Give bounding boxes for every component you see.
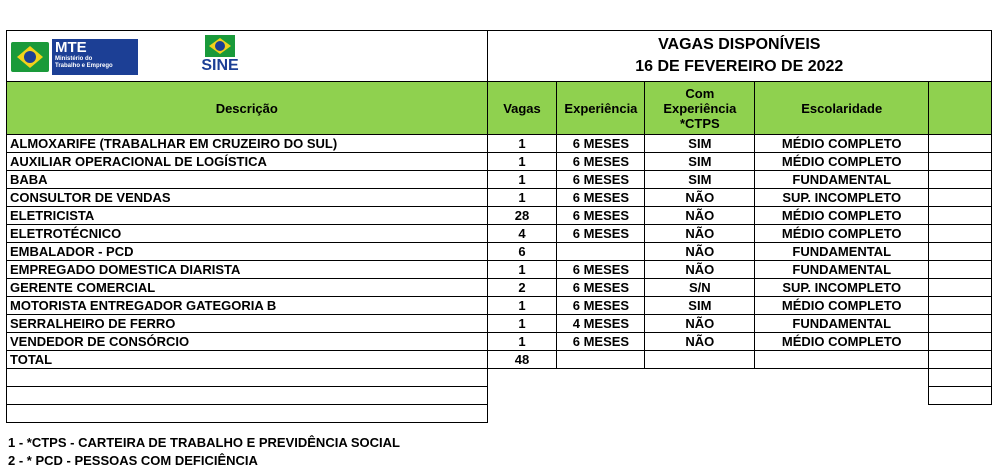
vacancy-sheet — [6, 30, 992, 423]
cell-escolaridade: FUNDAMENTAL — [755, 315, 929, 333]
table-row — [7, 189, 992, 207]
table-row — [7, 207, 992, 225]
mte-logo — [11, 37, 139, 77]
col-vagas: Vagas — [487, 82, 557, 135]
cell-vagas: 1 — [487, 261, 557, 279]
cell-ctps: SIM — [645, 153, 755, 171]
cell-escolaridade: MÉDIO COMPLETO — [755, 207, 929, 225]
cell-vagas: 1 — [487, 153, 557, 171]
cell-descricao: ALMOXARIFE (TRABALHAR EM CRUZEIRO DO SUL) — [7, 135, 488, 153]
page-title: VAGAS DISPONÍVEIS — [658, 36, 821, 53]
cell-ctps: SIM — [645, 171, 755, 189]
cell-experiencia — [557, 243, 645, 261]
cell-vagas: 6 — [487, 243, 557, 261]
cell-descricao: MOTORISTA ENTREGADOR GATEGORIA B — [7, 297, 488, 315]
sine-name: SINE — [201, 57, 239, 74]
cell-vagas: 1 — [487, 297, 557, 315]
cell-escolaridade: MÉDIO COMPLETO — [755, 297, 929, 315]
brazil-flag-icon — [11, 42, 49, 72]
mte-subtitle-2: Trabalho e Emprego — [55, 63, 113, 69]
cell-escolaridade: MÉDIO COMPLETO — [755, 333, 929, 351]
total-value: 48 — [487, 351, 557, 369]
cell-ctps: NÃO — [645, 207, 755, 225]
table-row — [7, 333, 992, 351]
cell-experiencia: 6 MESES — [557, 189, 645, 207]
cell-vagas: 1 — [487, 315, 557, 333]
cell-escolaridade: MÉDIO COMPLETO — [755, 135, 929, 153]
cell-descricao: EMBALADOR - PCD — [7, 243, 488, 261]
cell-empty — [929, 333, 992, 351]
title-cell — [487, 31, 991, 82]
cell-ctps: NÃO — [645, 243, 755, 261]
cell-experiencia: 6 MESES — [557, 333, 645, 351]
col-descricao: Descrição — [7, 82, 488, 135]
cell-escolaridade: FUNDAMENTAL — [755, 243, 929, 261]
cell-experiencia: 6 MESES — [557, 261, 645, 279]
sine-logo — [195, 35, 245, 79]
cell-experiencia: 4 MESES — [557, 315, 645, 333]
cell-descricao: EMPREGADO DOMESTICA DIARISTA — [7, 261, 488, 279]
footnotes — [8, 434, 400, 470]
cell-ctps: SIM — [645, 297, 755, 315]
blank-row — [7, 405, 992, 423]
cell-ctps: S/N — [645, 279, 755, 297]
cell-experiencia: 6 MESES — [557, 207, 645, 225]
cell-empty — [929, 279, 992, 297]
cell-experiencia: 6 MESES — [557, 153, 645, 171]
col-escolaridade: Escolaridade — [755, 82, 929, 135]
cell-experiencia: 6 MESES — [557, 279, 645, 297]
cell-experiencia: 6 MESES — [557, 225, 645, 243]
cell-vagas: 1 — [487, 135, 557, 153]
cell-vagas: 1 — [487, 333, 557, 351]
col-empty — [929, 82, 992, 135]
col-ctps-line-2: Experiência — [663, 100, 737, 116]
header-row — [7, 82, 992, 135]
cell-experiencia: 6 MESES — [557, 135, 645, 153]
cell-empty — [929, 207, 992, 225]
cell-ctps: NÃO — [645, 189, 755, 207]
cell-empty — [929, 189, 992, 207]
cell-empty — [929, 261, 992, 279]
cell-ctps: SIM — [645, 135, 755, 153]
col-ctps — [645, 82, 755, 135]
cell-escolaridade: SUP. INCOMPLETO — [755, 279, 929, 297]
cell-vagas: 2 — [487, 279, 557, 297]
total-label: TOTAL — [7, 351, 488, 369]
col-experiencia: Experiência — [557, 82, 645, 135]
table-row — [7, 225, 992, 243]
cell-empty — [929, 153, 992, 171]
logo-area — [7, 31, 488, 82]
cell-descricao: BABA — [7, 171, 488, 189]
table-row — [7, 153, 992, 171]
blank-row — [7, 387, 992, 405]
table-row — [7, 315, 992, 333]
footnote-ctps: 1 - *CTPS - CARTEIRA DE TRABALHO E PREVIDÊNCIA SOCIAL — [8, 435, 400, 450]
footnote-pcd: 2 - * PCD - PESSOAS COM DEFICIÊNCIA — [8, 453, 258, 468]
total-row — [7, 351, 992, 369]
cell-descricao: VENDEDOR DE CONSÓRCIO — [7, 333, 488, 351]
cell-empty — [929, 315, 992, 333]
cell-descricao: AUXILIAR OPERACIONAL DE LOGÍSTICA — [7, 153, 488, 171]
table-row — [7, 243, 992, 261]
cell-ctps: NÃO — [645, 333, 755, 351]
page-date: 16 DE FEVEREIRO DE 2022 — [635, 58, 844, 75]
vacancy-table — [6, 30, 992, 423]
cell-descricao: GERENTE COMERCIAL — [7, 279, 488, 297]
sine-flag-icon — [205, 35, 235, 57]
cell-escolaridade: MÉDIO COMPLETO — [755, 225, 929, 243]
cell-descricao: CONSULTOR DE VENDAS — [7, 189, 488, 207]
mte-name: MTE — [55, 39, 87, 56]
table-row — [7, 297, 992, 315]
table-row — [7, 171, 992, 189]
cell-empty — [929, 243, 992, 261]
col-ctps-line-3: *CTPS — [679, 115, 720, 131]
rows-body — [7, 135, 992, 351]
cell-descricao: SERRALHEIRO DE FERRO — [7, 315, 488, 333]
table-row — [7, 261, 992, 279]
table-row — [7, 279, 992, 297]
cell-empty — [929, 297, 992, 315]
col-ctps-line-1: Com — [685, 85, 715, 101]
mte-subtitle-1: Ministério do — [55, 56, 93, 62]
cell-experiencia: 6 MESES — [557, 171, 645, 189]
cell-escolaridade: MÉDIO COMPLETO — [755, 153, 929, 171]
cell-experiencia: 6 MESES — [557, 297, 645, 315]
blank-row — [7, 369, 992, 387]
cell-vagas: 4 — [487, 225, 557, 243]
cell-descricao: ELETRICISTA — [7, 207, 488, 225]
cell-vagas: 1 — [487, 171, 557, 189]
cell-ctps: NÃO — [645, 261, 755, 279]
cell-escolaridade: SUP. INCOMPLETO — [755, 189, 929, 207]
cell-escolaridade: FUNDAMENTAL — [755, 171, 929, 189]
cell-vagas: 1 — [487, 189, 557, 207]
cell-ctps: NÃO — [645, 225, 755, 243]
cell-ctps: NÃO — [645, 315, 755, 333]
cell-empty — [929, 171, 992, 189]
cell-descricao: ELETROTÉCNICO — [7, 225, 488, 243]
cell-empty — [929, 225, 992, 243]
cell-vagas: 28 — [487, 207, 557, 225]
cell-escolaridade: FUNDAMENTAL — [755, 261, 929, 279]
table-row — [7, 135, 992, 153]
cell-empty — [929, 135, 992, 153]
